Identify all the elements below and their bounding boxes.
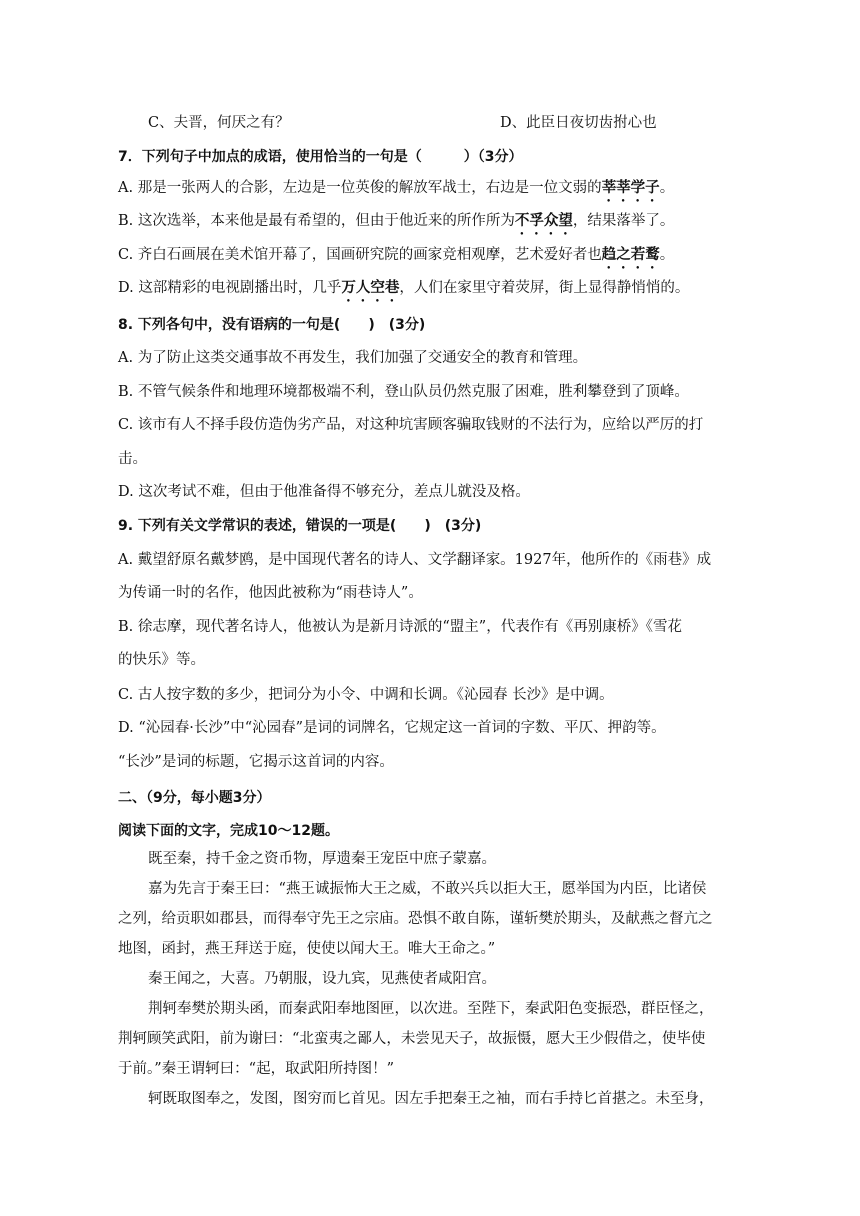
q9-option-b-line2: 的快乐》等。	[118, 652, 205, 668]
passage-line-6: 荆轲奉樊於期头函，而秦武阳奉地图匣，以次进。至陛下，秦武阳色变振恐，群臣怪之，	[148, 1001, 714, 1017]
q7-a-text: A. 那是一张两人的合影，左边是一位英俊的解放军战士，右边是一位文弱的	[118, 180, 602, 196]
q8-option-c-line2: 击。	[118, 451, 147, 467]
q9-option-a-line2: 为传诵一时的名作，他因此被称为“雨巷诗人”。	[118, 585, 423, 601]
q7-option-c	[118, 245, 748, 272]
passage-line-5: 秦王闻之，大喜。乃朝服，设九宾，见燕使者咸阳宫。	[148, 971, 496, 987]
q7-c-end: 。	[659, 247, 675, 263]
q7-b-end: ，结果落举了。	[572, 213, 675, 229]
passage-line-9: 轲既取图奉之，发图，图穷而匕首见。因左手把秦王之袖，而右手持匕首揕之。未至身，	[148, 1091, 714, 1107]
q7-option-a	[118, 178, 748, 205]
q7-c-text: C. 齐白石画展在美术馆开幕了，国画研究院的画家竞相观摩，艺术爱好者也	[118, 247, 602, 263]
q7-d-idiom: 万人空巷	[341, 279, 400, 296]
q7-a-idiom: 莘莘学子	[601, 179, 660, 196]
q8-option-d: D. 这次考试不难，但由于他准备得不够充分，差点儿就没及格。	[118, 484, 530, 500]
q7-d-end: ，人们在家里守着荧屏，街上显得静悄悄的。	[399, 280, 690, 296]
q7-option-d	[118, 278, 748, 305]
q7-b-idiom: 不孚众望	[514, 212, 573, 229]
q7-stem: 7．下列句子中加点的成语，使用恰当的一句是（ ）（3分）	[118, 149, 523, 165]
q9-option-c: C. 古人按字数的多少，把词分为小令、中调和长调。《沁园春 长沙》是中调。	[118, 687, 614, 703]
q6-option-c: C、夫晋，何厌之有？	[148, 115, 290, 131]
q9-option-a-line1: A. 戴望舒原名戴梦鸥，是中国现代著名的诗人、文学翻译家。1927年，他所作的《雨巷》成	[118, 552, 712, 568]
q8-option-b: B. 不管气候条件和地理环境都极端不利，登山队员仍然克服了困难，胜利攀登到了顶峰。	[118, 384, 689, 400]
q8-stem: 8. 下列各句中，没有语病的一句是( ) (3分)	[118, 317, 426, 333]
q7-a-end: 。	[659, 180, 675, 196]
q7-b-text: B. 这次选举，本来他是最有希望的，但由于他近来的所作所为	[118, 213, 515, 229]
passage-line-8: 于前。”秦王谓轲曰：“起，取武阳所持图！”	[118, 1061, 394, 1077]
passage-line-4: 地图，函封，燕王拜送于庭，使使以闻大王。唯大王命之。”	[118, 941, 496, 957]
q9-stem: 9. 下列有关文学常识的表述，错误的一项是( ) (3分)	[118, 518, 482, 534]
q8-option-a: A. 为了防止这类交通事故不再发生，我们加强了交通安全的教育和管理。	[118, 350, 588, 366]
passage-line-7: 荆轲顾笑武阳，前为谢曰：“北蛮夷之鄙人，未尝见天子，故振慑，愿大王少假借之，使毕使	[118, 1031, 706, 1047]
q9-option-d-line1: D. “沁园春·长沙”中“沁园春”是词的词牌名，它规定这一首词的字数、平仄、押韵等。	[118, 720, 666, 736]
q6-option-d: D、此臣日夜切齿拊心也	[500, 115, 657, 131]
q7-d-text: D. 这部精彩的电视剧播出时，几乎	[118, 280, 342, 296]
section2-instruction: 阅读下面的文字，完成10～12题。	[118, 823, 339, 839]
q7-c-idiom: 趋之若鹜	[601, 246, 660, 263]
q9-option-d-line2: “长沙”是词的标题，它揭示这首词的内容。	[118, 754, 394, 770]
q9-option-b-line1: B. 徐志摩，现代著名诗人，他被认为是新月诗派的“盟主”，代表作有《再别康桥》《雪花	[118, 619, 682, 635]
passage-line-2: 嘉为先言于秦王曰：“燕王诚振怖大王之威，不敢兴兵以拒大王，愿举国为内臣，比诸侯	[148, 881, 707, 897]
passage-line-1: 既至秦，持千金之资币物，厚遗秦王宠臣中庶子蒙嘉。	[148, 851, 496, 867]
section2-heading: 二、（9分，每小题3分）	[118, 790, 271, 806]
q8-option-c-line1: C. 该市有人不择手段仿造伪劣产品，对这种坑害顾客骗取钱财的不法行为，应给以严厉的打	[118, 417, 704, 433]
q7-option-b	[118, 211, 748, 238]
passage-line-3: 之列，给贡职如郡县，而得奉守先王之宗庙。恐惧不敢自陈，谨斩樊於期头，及献燕之督亢之	[118, 911, 713, 927]
